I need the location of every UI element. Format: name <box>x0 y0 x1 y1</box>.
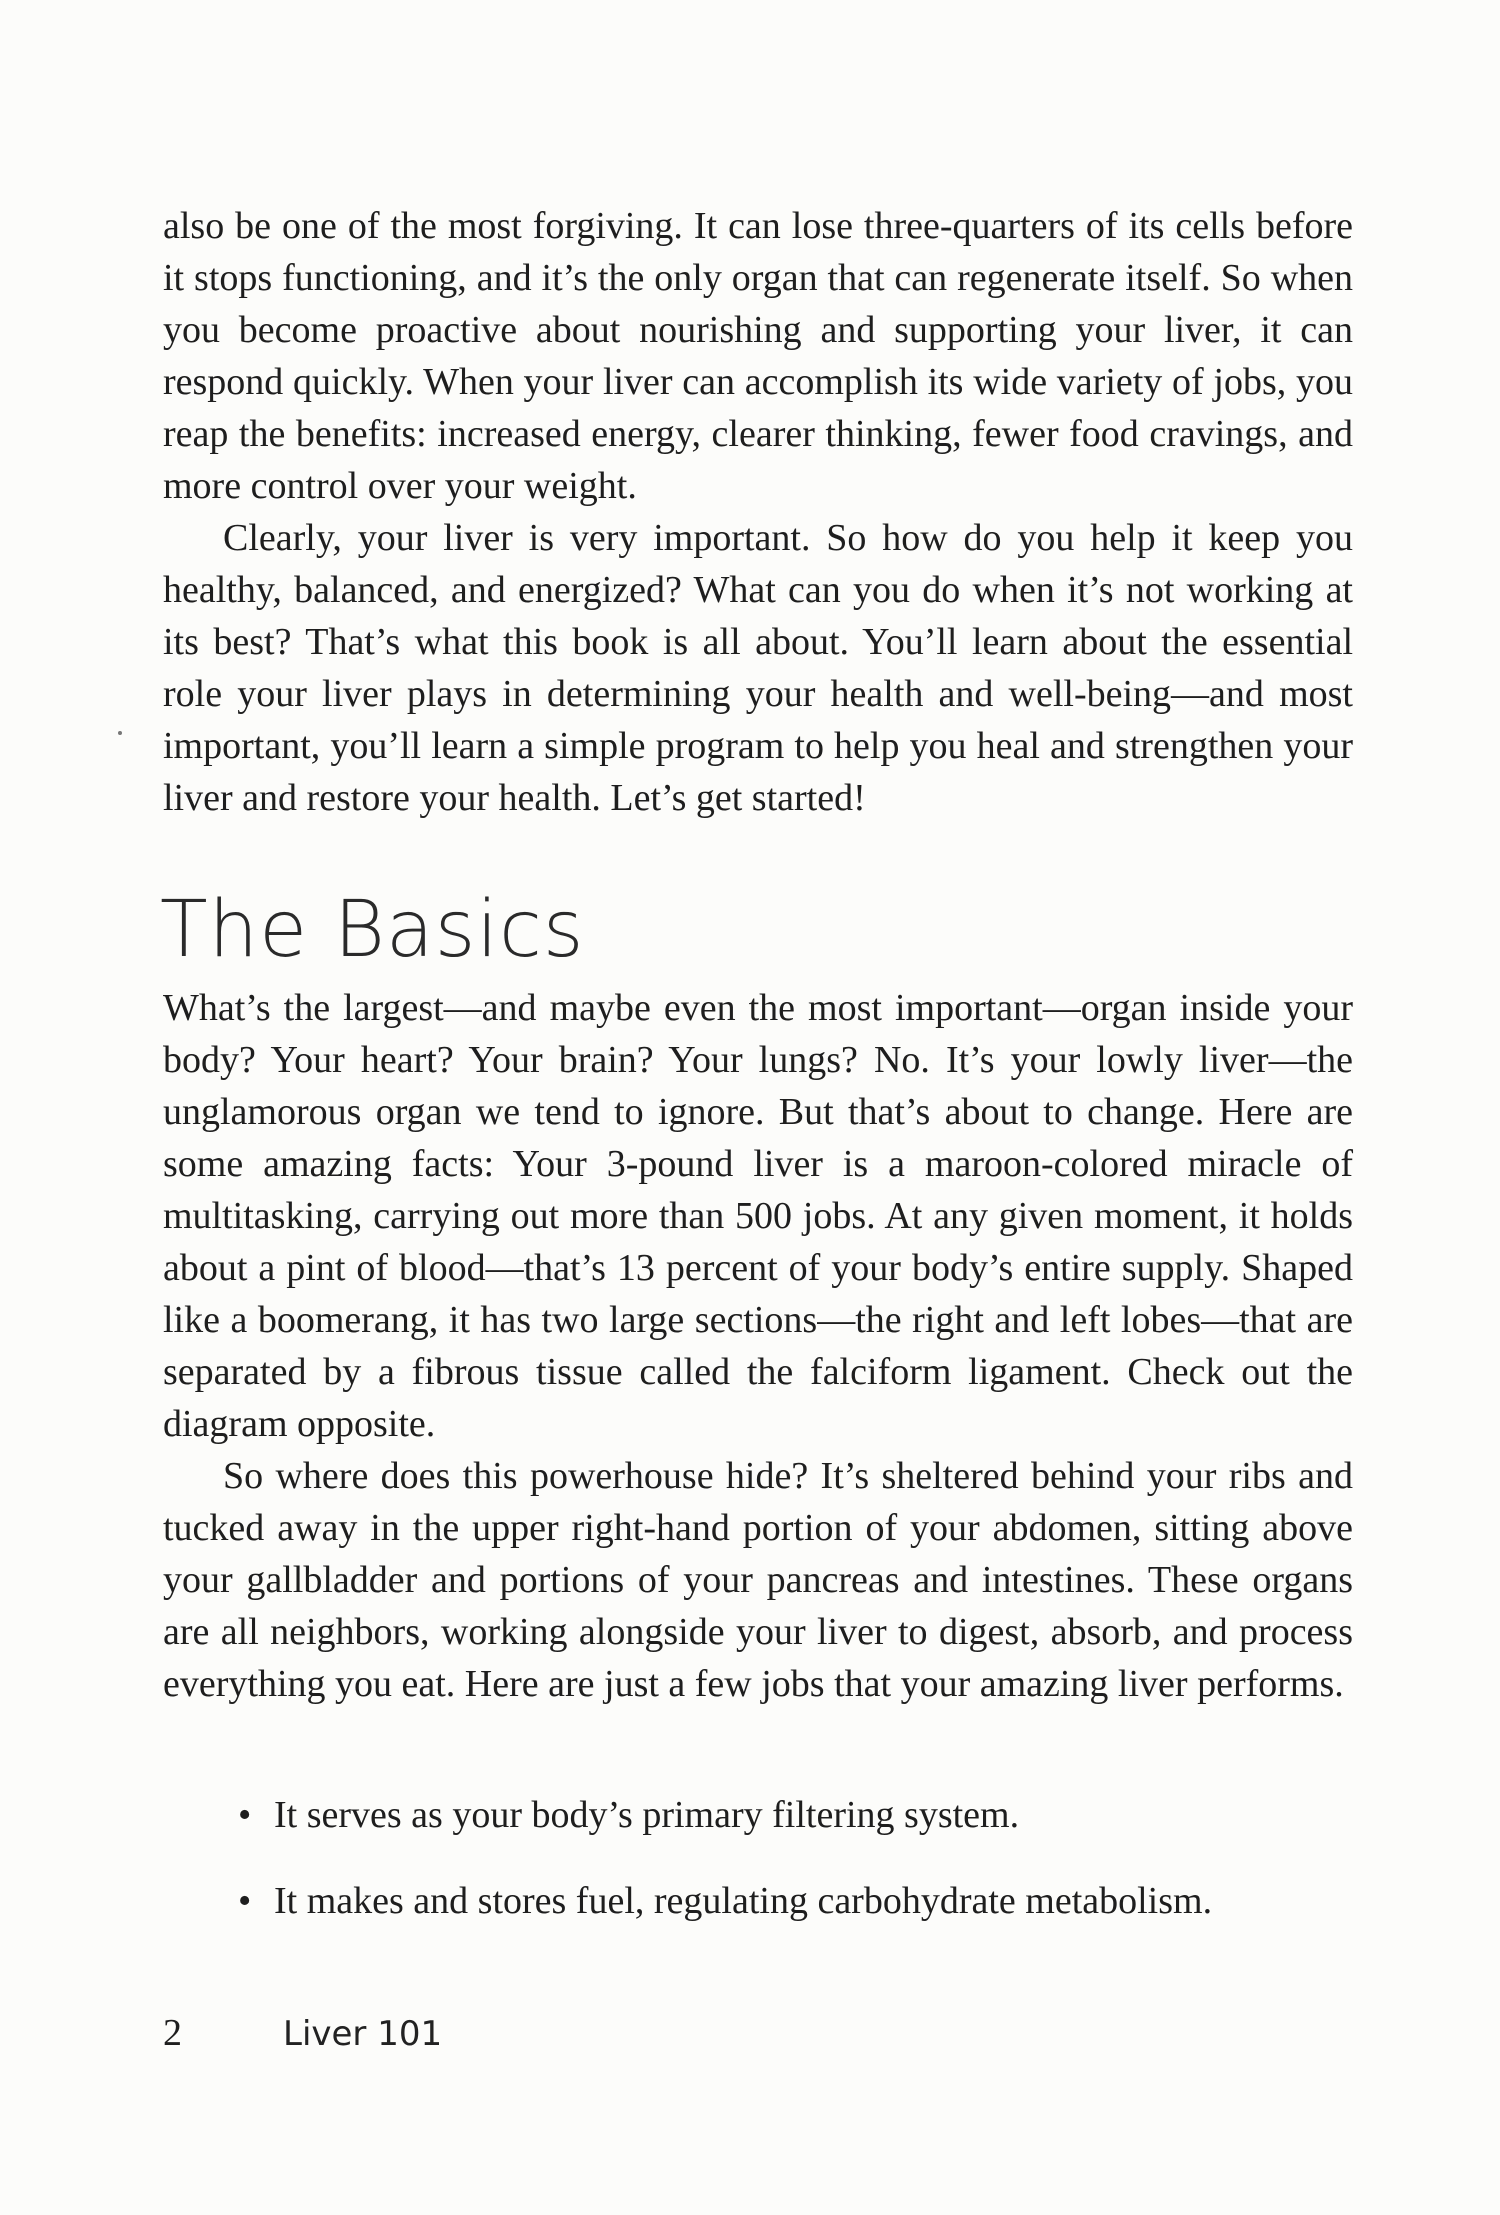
list-item <box>232 1875 1372 1927</box>
bullet-list <box>232 1789 1372 1961</box>
page-footer <box>163 2011 442 2055</box>
list-item-text: It makes and stores fuel, regulating carbohydrate metabolism. <box>274 1880 1213 1922</box>
intro-paragraph-1: also be one of the most forgiving. It can lose three-quarters of its cells before it stops functioning, and it’s the only organ that can regenerate itself. So when you become proactive about nourishing and supporting your liver, it can respond quickly. When your liver can accomplish its wide variety of jobs, you reap the benefits: increased energy, clearer thinking, fewer food cravings, and more control over your weight. <box>163 205 1353 507</box>
intro-text <box>163 200 1353 824</box>
scan-speck <box>118 731 122 735</box>
bullet-icon: • <box>238 1880 252 1922</box>
section-heading: The Basics <box>160 885 585 975</box>
section-paragraph-2: So where does this powerhouse hide? It’s sheltered behind your ribs and tucked away in the upper right-hand portion of your abdomen, sitting above your gallbladder and portions of your pancreas and intestines. These organs are all neighbors, working alongside your liver to digest, absorb, and process everything you eat. Here are just a few jobs that your amazing liver performs. <box>163 1455 1353 1705</box>
running-title: Liver 101 <box>283 2014 443 2054</box>
section-paragraph-1: What’s the largest—and maybe even the most important—organ inside your body? Your heart? Your brain? Your lungs? No. It’s your lowly liver—the unglamorous organ we tend to ignore. But that’s about to change. Here are some amazing facts: Your 3-pound liver is a maroon-colored miracle of multitasking, carrying out more than 500 jobs. At any given moment, it holds about a pint of blood—that’s 13 percent of your body’s entire supply. Shaped like a boomerang, it has two large sections—the right and left lobes—that are separated by a fibrous tissue called the falciform ligament. Check out the diagram opposite. <box>163 987 1353 1445</box>
page-number: 2 <box>163 2012 182 2054</box>
intro-paragraph-2: Clearly, your liver is very important. So how do you help it keep you healthy, balanced, and energized? What can you do when it’s not working at its best? That’s what this book is all about. You’ll learn about the essential role your liver plays in determining your health and well-being—and most important, you’ll learn a simple program to help you heal and strengthen your liver and restore your health. Let’s get started! <box>163 517 1353 819</box>
list-item-text: It serves as your body’s primary filtering system. <box>274 1794 1020 1836</box>
section-body <box>163 982 1353 1710</box>
bullet-icon: • <box>238 1794 252 1836</box>
list-item <box>232 1789 1372 1841</box>
